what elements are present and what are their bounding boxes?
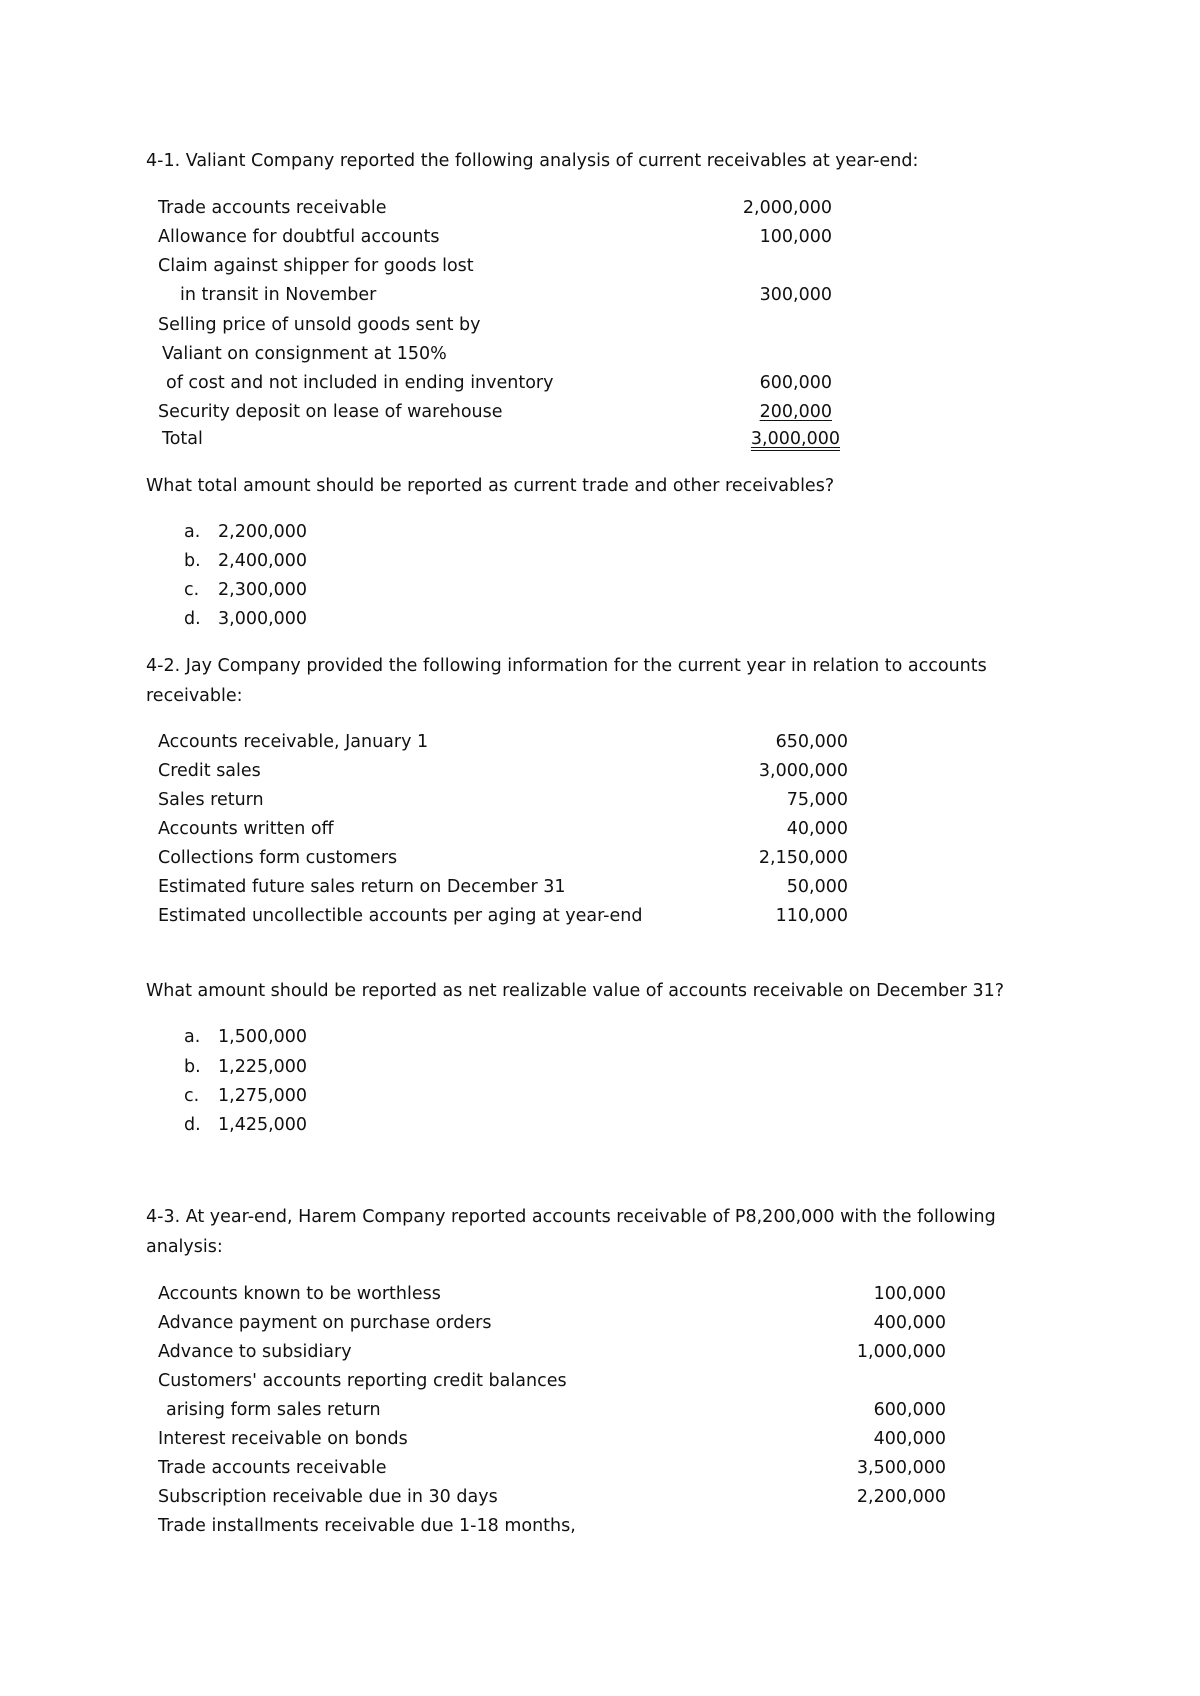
option-amount: 2,200,000 bbox=[218, 522, 308, 542]
q1-row-label: Trade accounts receivable bbox=[158, 198, 387, 218]
q1-row-label: Selling price of unsold goods sent by bbox=[158, 315, 481, 335]
q3-row-value: 100,000 bbox=[873, 1284, 946, 1304]
q1-total-value: 3,000,000 bbox=[750, 429, 840, 449]
option-letter: c. bbox=[184, 580, 200, 600]
q3-prompt: 4-3. At year-end, Harem Company reported accounts receivable of P8,200,000 with the following analysis: bbox=[146, 1207, 996, 1257]
q1-row-label: of cost and not included in ending inventory bbox=[166, 373, 554, 393]
q2-row-value: 50,000 bbox=[786, 877, 848, 897]
q3-row-label: Trade accounts receivable bbox=[158, 1458, 387, 1478]
option-letter: a. bbox=[184, 1027, 201, 1047]
q2-question: What amount should be reported as net realizable value of accounts receivable on December 31? bbox=[146, 981, 1005, 1001]
q2-row-label: Estimated future sales return on December 31 bbox=[158, 877, 566, 897]
q3-row-value: 2,200,000 bbox=[856, 1487, 946, 1507]
option-amount: 3,000,000 bbox=[218, 609, 308, 629]
q1-row-value: 2,000,000 bbox=[742, 198, 832, 218]
q3-row-label: arising form sales return bbox=[166, 1400, 381, 1420]
option-amount: 1,500,000 bbox=[218, 1027, 308, 1047]
q2-row-label: Estimated uncollectible accounts per aging at year-end bbox=[158, 906, 643, 926]
option-letter: c. bbox=[184, 1086, 200, 1106]
q2-row-value: 650,000 bbox=[775, 732, 848, 752]
q1-row-label: Valiant on consignment at 150% bbox=[162, 344, 447, 364]
q2-row-label: Accounts receivable, January 1 bbox=[158, 732, 429, 752]
q3-row-label: Subscription receivable due in 30 days bbox=[158, 1487, 498, 1507]
q1-row-value: 600,000 bbox=[759, 373, 832, 393]
q1-row-value: 100,000 bbox=[759, 227, 832, 247]
q1-row-label: Allowance for doubtful accounts bbox=[158, 227, 440, 247]
q1-question: What total amount should be reported as current trade and other receivables? bbox=[146, 476, 835, 496]
q2-row-label: Collections form customers bbox=[158, 848, 398, 868]
q3-row-label: Interest receivable on bonds bbox=[158, 1429, 408, 1449]
q3-row-value: 3,500,000 bbox=[856, 1458, 946, 1478]
q1-row-value: 200,000 bbox=[759, 402, 832, 422]
q3-row-value: 1,000,000 bbox=[856, 1342, 946, 1362]
q3-row-label: Customers' accounts reporting credit balances bbox=[158, 1371, 567, 1391]
q2-row-value: 110,000 bbox=[775, 906, 848, 926]
q2-row-value: 3,000,000 bbox=[758, 761, 848, 781]
option-amount: 1,425,000 bbox=[218, 1115, 308, 1135]
option-amount: 2,300,000 bbox=[218, 580, 308, 600]
option-letter: a. bbox=[184, 522, 201, 542]
q3-row-label: Advance to subsidiary bbox=[158, 1342, 352, 1362]
q1-row-label: Security deposit on lease of warehouse bbox=[158, 402, 503, 422]
q2-prompt: 4-2. Jay Company provided the following information for the current year in relation to accounts receivable: bbox=[146, 656, 987, 706]
q2-row-label: Credit sales bbox=[158, 761, 261, 781]
q1-prompt: 4-1. Valiant Company reported the following analysis of current receivables at year-end: bbox=[146, 151, 919, 171]
q3-row-label: Advance payment on purchase orders bbox=[158, 1313, 492, 1333]
q2-row-value: 75,000 bbox=[786, 790, 848, 810]
q2-row-label: Sales return bbox=[158, 790, 264, 810]
q3-row-label: Accounts known to be worthless bbox=[158, 1284, 441, 1304]
option-amount: 1,275,000 bbox=[218, 1086, 308, 1106]
q1-row-label: in transit in November bbox=[180, 285, 377, 305]
option-letter: b. bbox=[184, 551, 201, 571]
q3-row-value: 600,000 bbox=[873, 1400, 946, 1420]
q1-total-label: Total bbox=[162, 429, 203, 449]
option-amount: 2,400,000 bbox=[218, 551, 308, 571]
option-letter: b. bbox=[184, 1057, 201, 1077]
q3-row-label: Trade installments receivable due 1-18 months, bbox=[158, 1516, 576, 1536]
option-letter: d. bbox=[184, 609, 201, 629]
q1-row-label: Claim against shipper for goods lost bbox=[158, 256, 474, 276]
q2-row-value: 2,150,000 bbox=[758, 848, 848, 868]
q2-row-label: Accounts written off bbox=[158, 819, 334, 839]
option-amount: 1,225,000 bbox=[218, 1057, 308, 1077]
q3-row-value: 400,000 bbox=[873, 1429, 946, 1449]
q2-row-value: 40,000 bbox=[786, 819, 848, 839]
option-letter: d. bbox=[184, 1115, 201, 1135]
q1-row-value: 300,000 bbox=[759, 285, 832, 305]
q3-row-value: 400,000 bbox=[873, 1313, 946, 1333]
